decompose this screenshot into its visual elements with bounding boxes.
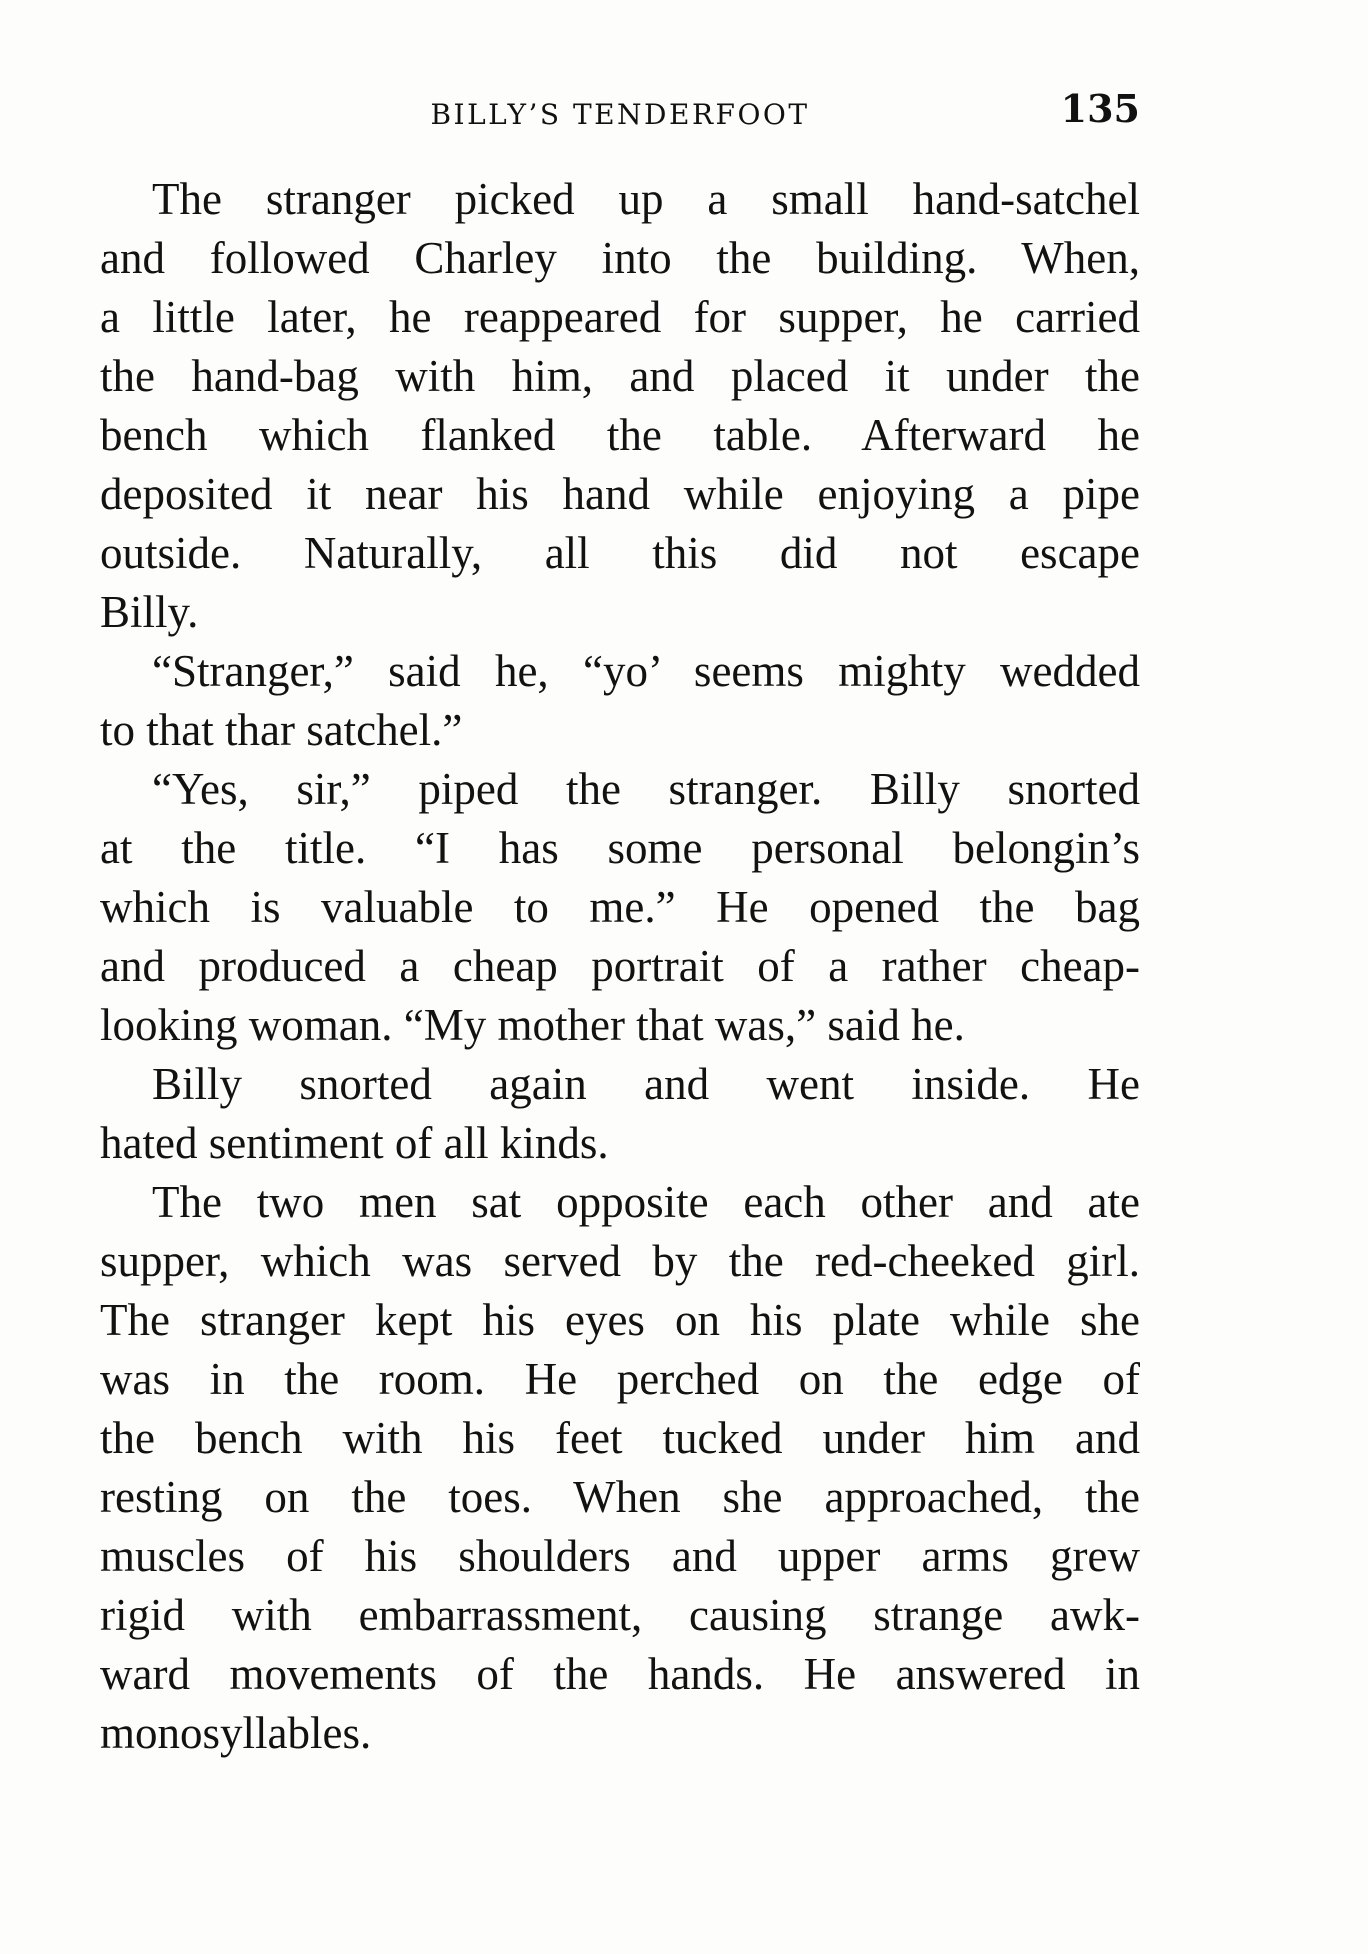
text-line: which is valuable to me.” He opened the bag xyxy=(100,882,1140,932)
text-line: “Yes, sir,” piped the stranger. Billy snorted xyxy=(152,764,1140,814)
body-text xyxy=(100,170,1140,1763)
text-line: bench which flanked the table. Afterward he xyxy=(100,410,1140,460)
text-line: Billy snorted again and went inside. He xyxy=(152,1059,1140,1109)
text-line: looking woman. “My mother that was,” said he. xyxy=(100,1000,965,1050)
text-line: rigid with embarrassment, causing strange awk- xyxy=(100,1590,1140,1640)
text-line: The stranger kept his eyes on his plate while she xyxy=(100,1295,1140,1345)
running-head xyxy=(100,84,1140,144)
text-line: monosyllables. xyxy=(100,1708,372,1758)
text-line: ward movements of the hands. He answered in xyxy=(100,1649,1140,1699)
text-line: the hand-bag with him, and placed it under the xyxy=(100,351,1140,401)
text-line: outside. Naturally, all this did not escape xyxy=(100,528,1140,578)
text-line: The two men sat opposite each other and ate xyxy=(152,1177,1140,1227)
text-line: resting on the toes. When she approached, the xyxy=(100,1472,1140,1522)
running-title: BILLY’S TENDERFOOT xyxy=(430,98,810,131)
text-line: “Stranger,” said he, “yo’ seems mighty wedded xyxy=(152,646,1140,696)
text-line: and produced a cheap portrait of a rather cheap- xyxy=(100,941,1140,991)
page-number: 135 xyxy=(1060,86,1140,131)
text-line: The stranger picked up a small hand-satchel xyxy=(152,174,1140,224)
text-line: and followed Charley into the building. When, xyxy=(100,233,1140,283)
text-line: deposited it near his hand while enjoying a pipe xyxy=(100,469,1140,519)
text-line: at the title. “I has some personal belongin’s xyxy=(100,823,1140,873)
text-line: muscles of his shoulders and upper arms grew xyxy=(100,1531,1140,1581)
text-line: the bench with his feet tucked under him and xyxy=(100,1413,1140,1463)
text-line: a little later, he reappeared for supper, he carried xyxy=(100,292,1140,342)
text-line: was in the room. He perched on the edge of xyxy=(100,1354,1140,1404)
text-line: Billy. xyxy=(100,587,199,637)
text-line: supper, which was served by the red-cheeked girl. xyxy=(100,1236,1140,1286)
text-line: hated sentiment of all kinds. xyxy=(100,1118,609,1168)
text-line: to that thar satchel.” xyxy=(100,705,463,755)
